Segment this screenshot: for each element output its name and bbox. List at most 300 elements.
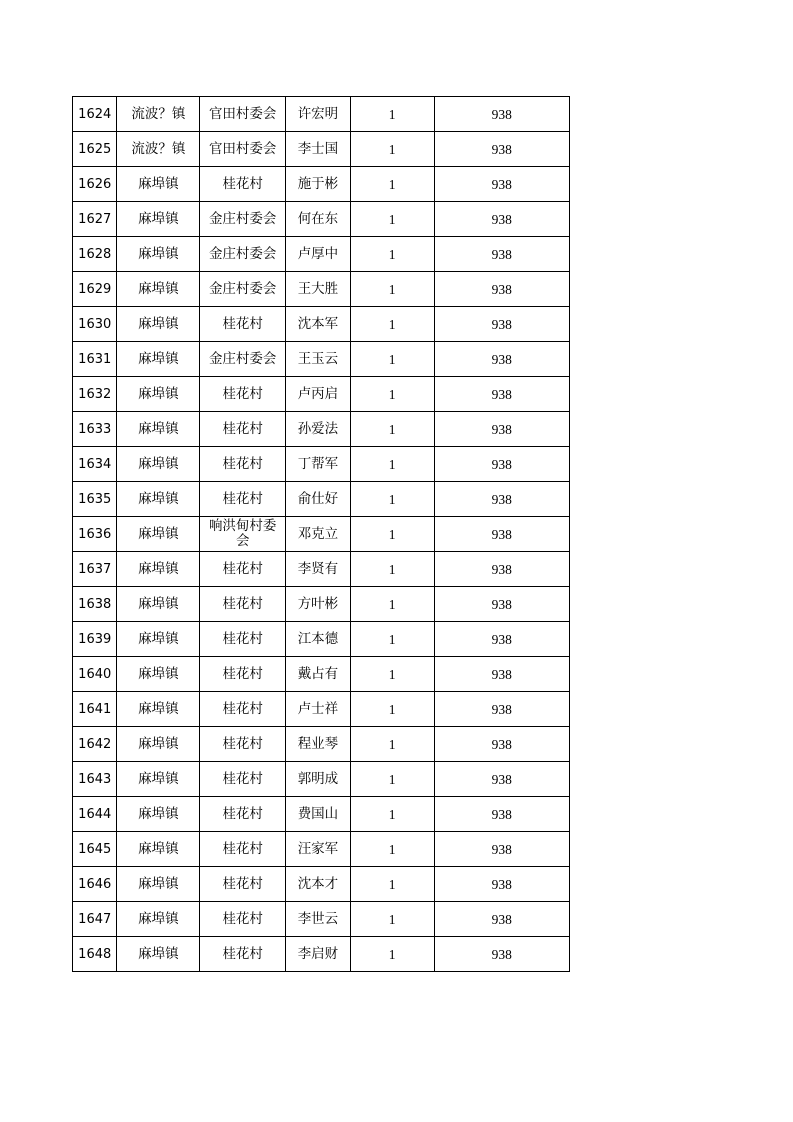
person-name-cell-text: 沈本才: [297, 875, 339, 892]
row-number-cell: [73, 517, 117, 552]
row-number-cell-text: 1631: [78, 351, 112, 367]
town-cell-text: 麻埠镇: [138, 630, 179, 647]
row-number-cell-text: 1647: [78, 911, 112, 927]
amount-cell: [434, 937, 569, 972]
row-number-cell-text: 1641: [78, 701, 112, 717]
amount-cell: [434, 762, 569, 797]
count-cell: [350, 342, 434, 377]
person-name-cell-text: 戴占有: [297, 665, 339, 682]
village-cell: [200, 202, 286, 237]
village-cell: [200, 657, 286, 692]
person-name-cell-text: 李贤有: [297, 560, 339, 577]
village-cell: [200, 762, 286, 797]
town-cell-text: 麻埠镇: [138, 350, 179, 367]
person-name-cell: [286, 132, 351, 167]
village-cell-text: 金庄村委会: [208, 280, 277, 297]
count-cell: [350, 692, 434, 727]
row-number-cell: [73, 377, 117, 412]
person-name-cell-text: 卢丙启: [297, 385, 339, 402]
row-number-cell-text: 1635: [78, 491, 112, 507]
count-cell: [350, 622, 434, 657]
table-row: [73, 342, 570, 377]
row-number-cell: [73, 482, 117, 517]
count-cell-text: 1: [388, 771, 396, 787]
subsidy-roster-table: [72, 96, 570, 972]
village-cell-text: 桂花村: [222, 175, 263, 192]
amount-cell-text: 938: [491, 421, 512, 437]
count-cell: [350, 937, 434, 972]
count-cell-text: 1: [388, 176, 396, 192]
village-cell: [200, 692, 286, 727]
amount-cell-text: 938: [491, 526, 512, 542]
person-name-cell-text: 郭明成: [297, 770, 339, 787]
village-cell: [200, 377, 286, 412]
amount-cell: [434, 237, 569, 272]
amount-cell-text: 938: [491, 246, 512, 262]
count-cell: [350, 132, 434, 167]
person-name-cell: [286, 937, 351, 972]
count-cell: [350, 377, 434, 412]
count-cell-text: 1: [388, 421, 396, 437]
village-cell-text: 桂花村: [222, 700, 263, 717]
town-cell-text: 麻埠镇: [138, 665, 179, 682]
amount-cell-text: 938: [491, 701, 512, 717]
town-cell: [117, 517, 200, 552]
row-number-cell-text: 1643: [78, 771, 112, 787]
person-name-cell-text: 俞仕好: [297, 490, 339, 507]
count-cell: [350, 517, 434, 552]
person-name-cell-text: 王玉云: [297, 350, 339, 367]
amount-cell-text: 938: [491, 561, 512, 577]
amount-cell-text: 938: [491, 351, 512, 367]
count-cell: [350, 587, 434, 622]
village-cell: [200, 517, 286, 552]
table-row: [73, 867, 570, 902]
person-name-cell-text: 李启财: [297, 945, 339, 962]
table-row: [73, 517, 570, 552]
person-name-cell: [286, 797, 351, 832]
village-cell-text: 桂花村: [222, 735, 263, 752]
count-cell: [350, 797, 434, 832]
town-cell-text: 麻埠镇: [138, 700, 179, 717]
amount-cell: [434, 727, 569, 762]
table-row: [73, 762, 570, 797]
count-cell-text: 1: [388, 631, 396, 647]
village-cell-text: 桂花村: [222, 560, 263, 577]
village-cell-text: 桂花村: [222, 385, 263, 402]
amount-cell: [434, 272, 569, 307]
town-cell: [117, 167, 200, 202]
person-name-cell-text: 李士国: [297, 140, 339, 157]
person-name-cell: [286, 202, 351, 237]
amount-cell: [434, 867, 569, 902]
amount-cell: [434, 167, 569, 202]
village-cell: [200, 272, 286, 307]
row-number-cell: [73, 797, 117, 832]
town-cell: [117, 727, 200, 762]
count-cell-text: 1: [388, 211, 396, 227]
amount-cell-text: 938: [491, 106, 512, 122]
person-name-cell: [286, 167, 351, 202]
row-number-cell: [73, 727, 117, 762]
row-number-cell: [73, 622, 117, 657]
person-name-cell-text: 费国山: [297, 805, 339, 822]
row-number-cell: [73, 132, 117, 167]
village-cell: [200, 447, 286, 482]
village-cell-text: 金庄村委会: [208, 210, 277, 227]
person-name-cell-text: 卢厚中: [297, 245, 339, 262]
town-cell-text: 麻埠镇: [138, 770, 179, 787]
village-cell: [200, 727, 286, 762]
person-name-cell-text: 何在东: [297, 210, 339, 227]
person-name-cell: [286, 272, 351, 307]
town-cell: [117, 832, 200, 867]
town-cell-text: 麻埠镇: [138, 420, 179, 437]
village-cell: [200, 97, 286, 132]
count-cell: [350, 552, 434, 587]
town-cell-text: 麻埠镇: [138, 910, 179, 927]
person-name-cell: [286, 727, 351, 762]
amount-cell-text: 938: [491, 176, 512, 192]
person-name-cell: [286, 587, 351, 622]
village-cell-text: 桂花村: [222, 420, 263, 437]
row-number-cell: [73, 447, 117, 482]
count-cell: [350, 867, 434, 902]
village-cell-text: 金庄村委会: [208, 245, 277, 262]
count-cell: [350, 237, 434, 272]
town-cell-text: 麻埠镇: [138, 945, 179, 962]
village-cell-text: 官田村委会: [208, 105, 277, 122]
person-name-cell: [286, 307, 351, 342]
village-cell: [200, 482, 286, 517]
amount-cell-text: 938: [491, 666, 512, 682]
amount-cell: [434, 657, 569, 692]
person-name-cell: [286, 902, 351, 937]
row-number-cell: [73, 692, 117, 727]
row-number-cell: [73, 657, 117, 692]
village-cell-text: 桂花村: [222, 595, 263, 612]
row-number-cell-text: 1628: [78, 246, 112, 262]
table-row: [73, 937, 570, 972]
town-cell-text: 麻埠镇: [138, 245, 179, 262]
town-cell-text: 流波？镇: [131, 105, 186, 122]
village-cell: [200, 132, 286, 167]
amount-cell: [434, 797, 569, 832]
village-cell-text: 桂花村: [222, 630, 263, 647]
village-cell: [200, 307, 286, 342]
count-cell-text: 1: [388, 106, 396, 122]
row-number-cell: [73, 412, 117, 447]
village-cell-text: 桂花村: [222, 840, 263, 857]
count-cell: [350, 307, 434, 342]
amount-cell: [434, 377, 569, 412]
town-cell: [117, 867, 200, 902]
amount-cell-text: 938: [491, 491, 512, 507]
table-row: [73, 412, 570, 447]
person-name-cell-text: 汪家军: [297, 840, 339, 857]
town-cell-text: 麻埠镇: [138, 805, 179, 822]
row-number-cell-text: 1648: [78, 946, 112, 962]
person-name-cell: [286, 342, 351, 377]
row-number-cell-text: 1646: [78, 876, 112, 892]
table-row: [73, 797, 570, 832]
table-row: [73, 272, 570, 307]
person-name-cell: [286, 657, 351, 692]
town-cell: [117, 447, 200, 482]
amount-cell: [434, 447, 569, 482]
town-cell: [117, 307, 200, 342]
village-cell: [200, 867, 286, 902]
count-cell-text: 1: [388, 386, 396, 402]
count-cell-text: 1: [388, 526, 396, 542]
village-cell-text: 桂花村: [222, 910, 263, 927]
amount-cell: [434, 307, 569, 342]
town-cell-text: 麻埠镇: [138, 385, 179, 402]
amount-cell-text: 938: [491, 911, 512, 927]
town-cell: [117, 902, 200, 937]
village-cell-text: 桂花村: [222, 455, 263, 472]
town-cell-text: 麻埠镇: [138, 175, 179, 192]
town-cell-text: 流波？镇: [131, 140, 186, 157]
table-row: [73, 447, 570, 482]
amount-cell: [434, 517, 569, 552]
person-name-cell: [286, 482, 351, 517]
row-number-cell-text: 1629: [78, 281, 112, 297]
count-cell-text: 1: [388, 281, 396, 297]
count-cell-text: 1: [388, 561, 396, 577]
person-name-cell-text: 卢士祥: [297, 700, 339, 717]
village-cell-text: 桂花村: [222, 945, 263, 962]
person-name-cell-text: 孙爱法: [297, 420, 339, 437]
row-number-cell: [73, 167, 117, 202]
row-number-cell: [73, 937, 117, 972]
table-row: [73, 832, 570, 867]
row-number-cell: [73, 202, 117, 237]
village-cell: [200, 552, 286, 587]
person-name-cell: [286, 762, 351, 797]
amount-cell-text: 938: [491, 211, 512, 227]
town-cell-text: 麻埠镇: [138, 280, 179, 297]
amount-cell-text: 938: [491, 806, 512, 822]
town-cell: [117, 97, 200, 132]
row-number-cell-text: 1634: [78, 456, 112, 472]
amount-cell: [434, 97, 569, 132]
person-name-cell-text: 邓克立: [297, 525, 339, 542]
count-cell: [350, 272, 434, 307]
row-number-cell: [73, 762, 117, 797]
person-name-cell: [286, 237, 351, 272]
count-cell-text: 1: [388, 316, 396, 332]
town-cell: [117, 622, 200, 657]
village-cell-text: 桂花村: [222, 770, 263, 787]
row-number-cell: [73, 97, 117, 132]
count-cell: [350, 202, 434, 237]
table-row: [73, 902, 570, 937]
table-row: [73, 132, 570, 167]
person-name-cell: [286, 692, 351, 727]
person-name-cell-text: 程业琴: [297, 735, 339, 752]
town-cell: [117, 342, 200, 377]
town-cell-text: 麻埠镇: [138, 840, 179, 857]
village-cell: [200, 937, 286, 972]
person-name-cell-text: 许宏明: [297, 105, 339, 122]
table-row: [73, 692, 570, 727]
town-cell: [117, 132, 200, 167]
amount-cell-text: 938: [491, 841, 512, 857]
person-name-cell-text: 王大胜: [297, 280, 339, 297]
person-name-cell-text: 丁帮军: [297, 455, 339, 472]
row-number-cell-text: 1644: [78, 806, 112, 822]
town-cell: [117, 412, 200, 447]
town-cell: [117, 937, 200, 972]
amount-cell-text: 938: [491, 631, 512, 647]
count-cell-text: 1: [388, 456, 396, 472]
village-cell-text: 金庄村委会: [208, 350, 277, 367]
row-number-cell-text: 1636: [78, 526, 112, 542]
count-cell-text: 1: [388, 246, 396, 262]
count-cell-text: 1: [388, 666, 396, 682]
amount-cell-text: 938: [491, 386, 512, 402]
table-row: [73, 377, 570, 412]
town-cell-text: 麻埠镇: [138, 560, 179, 577]
person-name-cell: [286, 517, 351, 552]
count-cell: [350, 832, 434, 867]
table-row: [73, 622, 570, 657]
village-cell-text: 桂花村: [222, 875, 263, 892]
town-cell: [117, 377, 200, 412]
amount-cell-text: 938: [491, 736, 512, 752]
village-cell-text: 桂花村: [222, 805, 263, 822]
row-number-cell-text: 1627: [78, 211, 112, 227]
count-cell-text: 1: [388, 841, 396, 857]
village-cell-text: 官田村委会: [208, 140, 277, 157]
village-cell: [200, 342, 286, 377]
amount-cell: [434, 482, 569, 517]
amount-cell: [434, 622, 569, 657]
amount-cell: [434, 342, 569, 377]
count-cell: [350, 412, 434, 447]
town-cell-text: 麻埠镇: [138, 315, 179, 332]
amount-cell-text: 938: [491, 141, 512, 157]
town-cell: [117, 692, 200, 727]
amount-cell: [434, 587, 569, 622]
town-cell: [117, 237, 200, 272]
count-cell-text: 1: [388, 911, 396, 927]
amount-cell: [434, 132, 569, 167]
town-cell-text: 麻埠镇: [138, 210, 179, 227]
table-row: [73, 552, 570, 587]
count-cell: [350, 97, 434, 132]
table-row: [73, 727, 570, 762]
town-cell-text: 麻埠镇: [138, 735, 179, 752]
table-row: [73, 202, 570, 237]
row-number-cell-text: 1626: [78, 176, 112, 192]
row-number-cell: [73, 307, 117, 342]
count-cell-text: 1: [388, 701, 396, 717]
count-cell-text: 1: [388, 491, 396, 507]
amount-cell: [434, 902, 569, 937]
row-number-cell: [73, 552, 117, 587]
village-cell: [200, 902, 286, 937]
row-number-cell-text: 1640: [78, 666, 112, 682]
town-cell: [117, 762, 200, 797]
row-number-cell: [73, 902, 117, 937]
table-row: [73, 482, 570, 517]
count-cell-text: 1: [388, 806, 396, 822]
village-cell: [200, 797, 286, 832]
village-cell-text: 桂花村: [222, 490, 263, 507]
row-number-cell-text: 1639: [78, 631, 112, 647]
person-name-cell-text: 李世云: [297, 910, 339, 927]
row-number-cell: [73, 867, 117, 902]
person-name-cell: [286, 97, 351, 132]
person-name-cell-text: 施于彬: [297, 175, 339, 192]
town-cell-text: 麻埠镇: [138, 490, 179, 507]
row-number-cell-text: 1638: [78, 596, 112, 612]
row-number-cell-text: 1637: [78, 561, 112, 577]
town-cell: [117, 272, 200, 307]
table-row: [73, 97, 570, 132]
village-cell: [200, 237, 286, 272]
table-row: [73, 657, 570, 692]
count-cell: [350, 167, 434, 202]
town-cell-text: 麻埠镇: [138, 875, 179, 892]
village-cell: [200, 832, 286, 867]
table-row: [73, 167, 570, 202]
count-cell: [350, 657, 434, 692]
row-number-cell: [73, 237, 117, 272]
row-number-cell: [73, 832, 117, 867]
row-number-cell-text: 1632: [78, 386, 112, 402]
count-cell-text: 1: [388, 736, 396, 752]
amount-cell: [434, 412, 569, 447]
person-name-cell-text: 沈本军: [297, 315, 339, 332]
count-cell: [350, 482, 434, 517]
village-cell: [200, 587, 286, 622]
amount-cell: [434, 552, 569, 587]
town-cell: [117, 797, 200, 832]
village-cell-text: 桂花村: [222, 665, 263, 682]
town-cell-text: 麻埠镇: [138, 455, 179, 472]
count-cell: [350, 447, 434, 482]
amount-cell: [434, 832, 569, 867]
table-row: [73, 587, 570, 622]
row-number-cell-text: 1633: [78, 421, 112, 437]
village-cell: [200, 622, 286, 657]
row-number-cell-text: 1630: [78, 316, 112, 332]
row-number-cell-text: 1624: [78, 106, 112, 122]
amount-cell-text: 938: [491, 316, 512, 332]
table-row: [73, 237, 570, 272]
person-name-cell: [286, 447, 351, 482]
table-row: [73, 307, 570, 342]
amount-cell-text: 938: [491, 456, 512, 472]
row-number-cell: [73, 587, 117, 622]
town-cell: [117, 587, 200, 622]
town-cell: [117, 202, 200, 237]
amount-cell-text: 938: [491, 876, 512, 892]
town-cell: [117, 482, 200, 517]
row-number-cell-text: 1625: [78, 141, 112, 157]
person-name-cell: [286, 412, 351, 447]
person-name-cell: [286, 867, 351, 902]
village-cell-text: 响洪甸村委会: [208, 518, 277, 549]
count-cell: [350, 727, 434, 762]
village-cell: [200, 412, 286, 447]
person-name-cell: [286, 622, 351, 657]
amount-cell-text: 938: [491, 946, 512, 962]
count-cell-text: 1: [388, 596, 396, 612]
